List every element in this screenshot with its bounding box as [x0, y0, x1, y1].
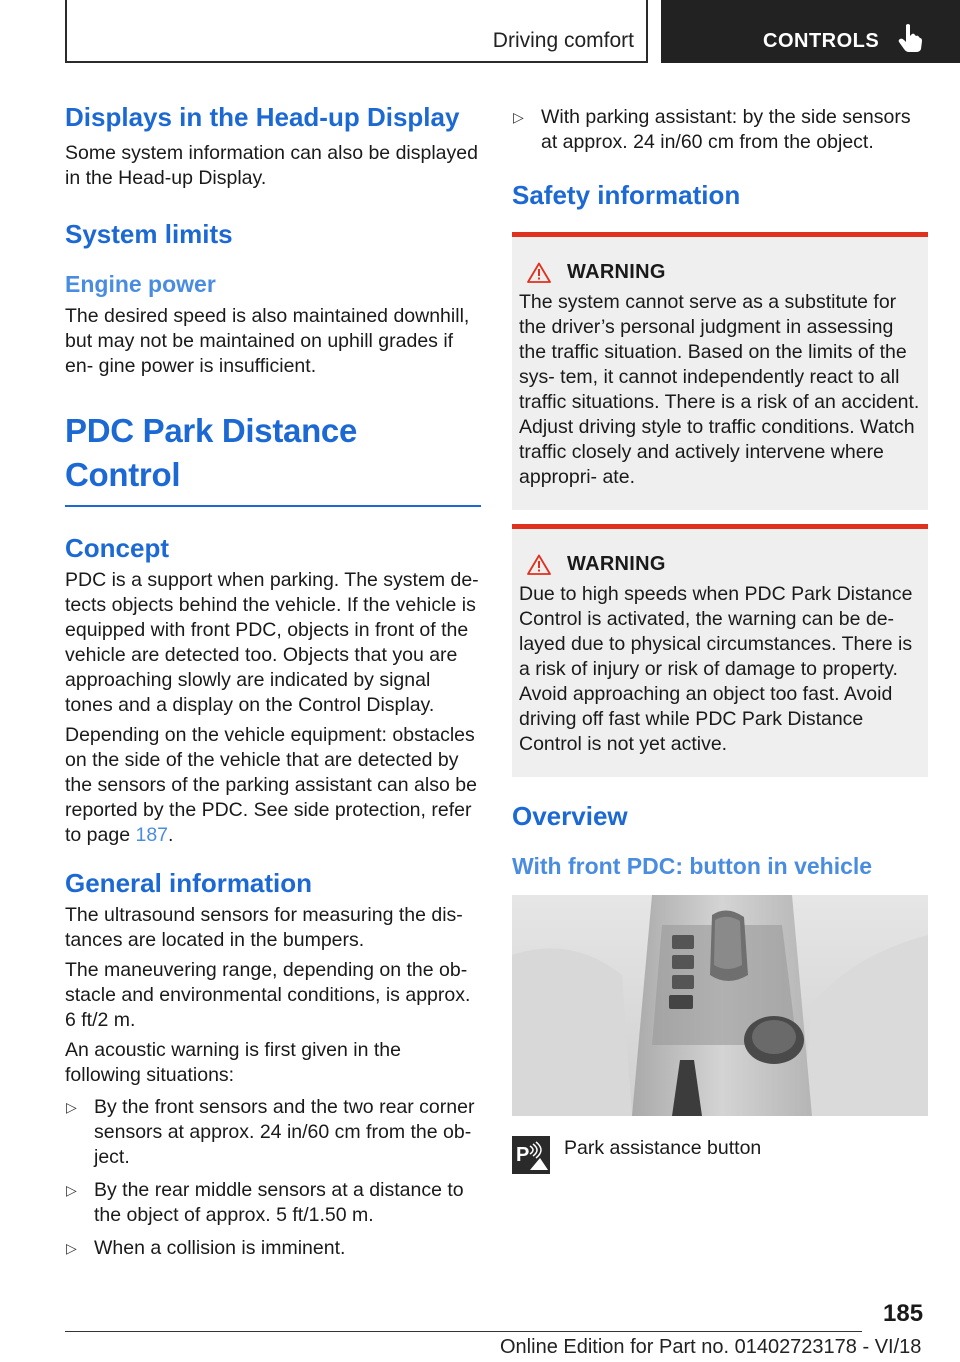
continued-list: [512, 105, 928, 155]
engine-power-heading: Engine power: [65, 271, 216, 297]
concept-p2-end: .: [168, 824, 174, 846]
general-paragraph-1: The ultrasound sensors for measuring the dis- tances are located in the bumpers.: [65, 904, 463, 951]
triangle-bullet-icon: ▷: [513, 109, 524, 125]
front-pdc-heading: With front PDC: button in vehicle: [512, 853, 873, 879]
warning-label: WARNING: [567, 553, 666, 575]
general-paragraph-3: An acoustic warning is first given in the following situations:: [65, 1039, 401, 1086]
warning-triangle-icon: [527, 554, 551, 575]
warning-box-2: [512, 524, 928, 777]
system-limits-heading: System limits: [65, 219, 233, 249]
triangle-bullet-icon: ▷: [66, 1182, 77, 1198]
pdc-chapter-title: PDC Park Distance Control: [65, 409, 481, 507]
concept-paragraph-1: PDC is a support when parking. The system de- tects objects behind the vehicle. If the vehicle is equipped with front PDC, objects in front of the vehicle are detected too. Objects that you are approaching slowly are indicated by signal tones and a display on the Control Display.: [65, 569, 479, 716]
list-item: ▷ With parking assistant: by the side sensors at approx. 24 in/60 cm from the object.: [513, 106, 911, 153]
footer-edition: [500, 1336, 921, 1359]
edition-text: Online Edition for Part no. 01402723178 - VI/18: [500, 1336, 922, 1358]
right-column: [512, 105, 928, 1174]
header-chapter-tab: [661, 0, 960, 63]
warning-triangle-icon: [527, 262, 551, 283]
caption-text: Park assistance button: [564, 1137, 762, 1159]
general-information-heading: General information: [65, 868, 313, 898]
page-number: 185: [883, 1300, 924, 1327]
page-reference-link[interactable]: 187: [135, 824, 169, 846]
warning-header: [519, 553, 921, 576]
warning-box-1: [512, 232, 928, 510]
general-paragraph-2: The maneuvering range, depending on the ob- stacle and environmental conditions, is approx. 6 ft/2 m.: [65, 959, 471, 1031]
svg-text:P: P: [516, 1144, 530, 1166]
header-chapter-title: CONTROLS: [763, 30, 880, 52]
warning-header: [519, 261, 921, 284]
pointing-hand-icon: [897, 23, 923, 53]
photo-caption: [512, 1136, 928, 1174]
warning-text-2: Due to high speeds when PDC Park Distance Control is activated, the warning can be de- layed due to physical circumstances. There is a risk of injury or risk of damage to property. Avoid approaching an object too fast. Avoid driving off fast while PDC Park Distance Control is not yet active.: [519, 583, 913, 755]
warning-situations-list: [65, 1095, 480, 1261]
safety-information-heading: Safety information: [512, 180, 741, 210]
warning-label: WARNING: [567, 261, 666, 283]
triangle-bullet-icon: ▷: [66, 1240, 77, 1256]
header-section-tab: [65, 0, 648, 63]
list-item: ▷ By the rear middle sensors at a distance to the object of approx. 5 ft/1.50 m.: [66, 1179, 464, 1226]
list-item: ▷ By the front sensors and the two rear corner sensors at approx. 24 in/60 cm from the ob- ject.: [66, 1096, 475, 1168]
footer-divider: [65, 1331, 862, 1332]
hud-text: Some system information can also be displayed in the Head-up Display.: [65, 142, 478, 189]
concept-heading: Concept: [65, 533, 169, 563]
concept-paragraph-2: [65, 723, 480, 848]
center-console-photo: [512, 895, 928, 1116]
header-section-title: Driving comfort: [492, 29, 634, 52]
left-column: [65, 100, 480, 1269]
concept-p2-text: Depending on the vehicle equipment: obstacles on the side of the vehicle that are detected by the sensors of the parking assistant can also be reported by the PDC. See side protection, refer to page: [65, 724, 477, 846]
park-assist-button-icon: [512, 1136, 550, 1174]
warning-text-1: The system cannot serve as a substitute for the driver’s personal judgment in assessing the traffic situation. Based on the limits of the sys- tem, it cannot independently react to all traffic situations. There is a risk of an accident. Adjust driving style to traffic conditions. Watch traffic closely and actively intervene where appropri- ate.: [519, 291, 920, 488]
triangle-bullet-icon: ▷: [66, 1099, 77, 1115]
overview-heading: Overview: [512, 801, 628, 831]
list-item: ▷ When a collision is imminent.: [66, 1237, 346, 1259]
hud-heading: Displays in the Head-up Display: [65, 102, 460, 132]
engine-power-text: The desired speed is also maintained downhill, but may not be maintained on uphill grades if en- gine power is insufficient.: [65, 305, 470, 377]
